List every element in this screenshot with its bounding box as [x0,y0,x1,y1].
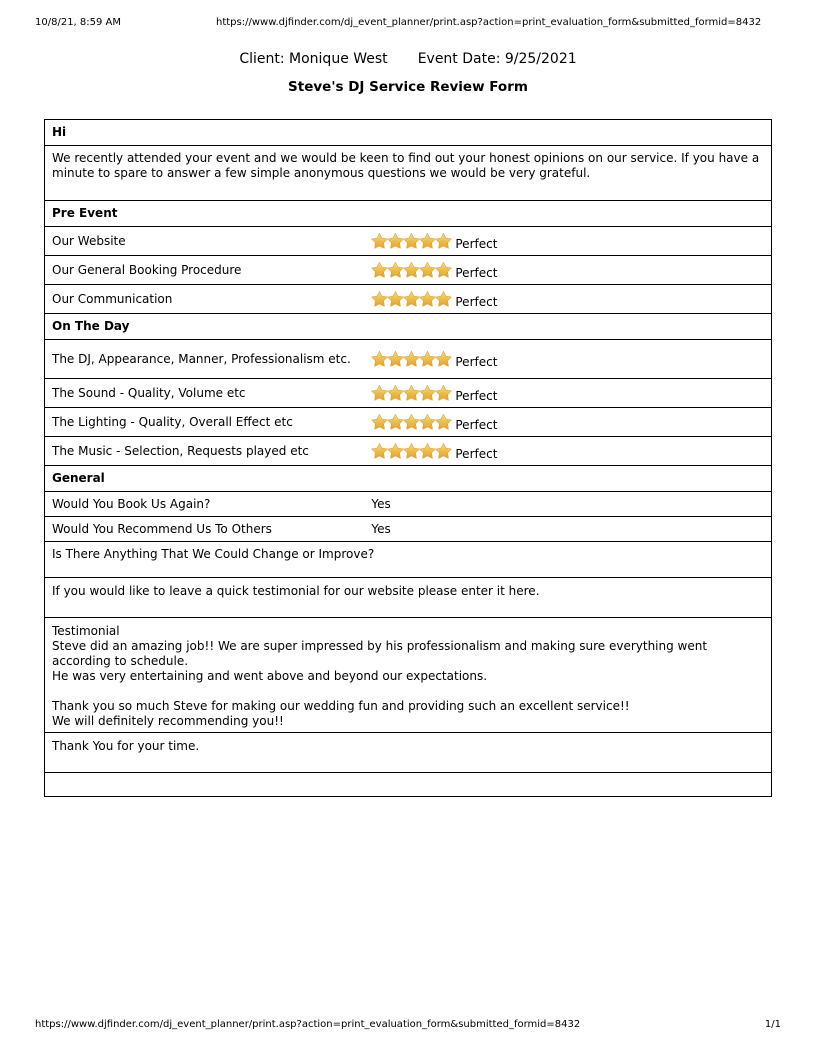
star-icon [371,443,388,459]
section-label: Pre Event [45,201,772,227]
star-icon [371,233,388,249]
star-icon [387,351,404,367]
star-icon [403,414,420,430]
question-row-book-again [45,492,772,517]
rating-row-dj [45,340,772,379]
star-icon [371,351,388,367]
empty-row [45,773,772,797]
section-row-on-the-day [45,314,772,340]
star-icon [371,291,388,307]
rating-row-music [45,437,772,466]
star-icon [419,443,436,459]
star-icons [371,414,451,430]
star-rating [371,233,764,249]
print-footer-url: https://www.djfinder.com/dj_event_planner/print.asp?action=print_evaluation_form&submitted_formid=8432 [35,1019,581,1030]
star-icon [419,385,436,401]
print-header-datetime: 10/8/21, 8:59 AM [35,17,122,28]
star-icon [419,291,436,307]
star-icon [387,262,404,278]
testimonial-line: We will definitely recommending you!! [52,714,284,728]
star-icons [371,443,451,459]
star-rating [371,385,764,401]
star-icon [387,414,404,430]
star-icon [419,233,436,249]
star-icon [403,443,420,459]
star-icon [387,385,404,401]
improve-question: Is There Anything That We Could Change or Improve? [45,542,772,578]
star-icon [371,262,388,278]
rating-label: Our General Booking Procedure [45,256,365,285]
star-rating [371,262,764,278]
rating-label: The Music - Selection, Requests played etc [45,437,365,466]
section-label: Hi [52,125,67,139]
rating-value: Perfect [455,388,498,403]
rating-value: Perfect [455,417,498,432]
star-icon [371,414,388,430]
rating-value: Perfect [455,265,498,280]
rating-label: Our Website [45,227,365,256]
page-title: Steve's DJ Service Review Form [288,79,528,95]
rating-row-sound [45,379,772,408]
rating-cell [364,437,771,466]
rating-cell [364,227,771,256]
rating-cell [364,408,771,437]
testimonial-cell [45,618,772,733]
rating-value: Perfect [455,446,498,461]
star-icons [371,262,451,278]
rating-value: Perfect [455,236,498,251]
testimonial-line: Steve did an amazing job!! We are super impressed by his professionalism and making sure everything went according to schedule. [52,639,708,668]
star-icons [371,233,451,249]
star-rating [371,351,764,367]
star-icon [387,233,404,249]
intro-row [45,146,772,201]
section-label: General [45,466,772,492]
testimonial-line: Testimonial [52,624,120,638]
thank-you-text: Thank You for your time. [45,733,772,773]
rating-row-website [45,227,772,256]
rating-label: Our Communication [45,285,365,314]
question-label: Would You Recommend Us To Others [45,517,365,542]
rating-label: The DJ, Appearance, Manner, Professionalism etc. [45,340,365,379]
testimonial-prompt: If you would like to leave a quick testimonial for our website please enter it here. [45,578,772,618]
rating-row-communication [45,285,772,314]
star-icon [403,262,420,278]
question-answer: Yes [364,517,771,542]
star-icons [371,351,451,367]
empty-cell [45,773,772,797]
testimonial-row [45,618,772,733]
star-icons [371,385,451,401]
rating-value: Perfect [455,354,498,369]
star-icon [435,291,452,307]
client-event-line [0,51,816,67]
testimonial-blank-line [52,684,764,699]
rating-cell [364,256,771,285]
print-header-url: https://www.djfinder.com/dj_event_planner/print.asp?action=print_evaluation_form&submitted_formid=8432 [216,17,762,28]
star-icon [435,385,452,401]
section-label: On The Day [45,314,772,340]
rating-row-booking [45,256,772,285]
rating-label: The Lighting - Quality, Overall Effect etc [45,408,365,437]
star-rating [371,443,764,459]
star-icon [403,233,420,249]
star-icon [419,351,436,367]
event-date-label: Event Date: 9/25/2021 [417,51,577,67]
star-icon [419,414,436,430]
star-icon [387,291,404,307]
question-answer: Yes [364,492,771,517]
thank-you-row [45,733,772,773]
rating-label: The Sound - Quality, Volume etc [45,379,365,408]
improve-row [45,542,772,578]
question-row-recommend [45,517,772,542]
rating-cell [364,285,771,314]
rating-cell [364,379,771,408]
intro-text: We recently attended your event and we would be keen to find out your honest opinions on our service. If you have a minute to spare to answer a few simple anonymous questions we would be very grateful. [45,146,772,201]
question-label: Would You Book Us Again? [45,492,365,517]
testimonial-line: He was very entertaining and went above and beyond our expectations. [52,669,488,683]
star-icon [435,351,452,367]
testimonial-line: Thank you so much Steve for making our wedding fun and providing such an excellent service!! [52,699,630,713]
print-footer-page-number: 1/1 [764,1019,781,1030]
star-icon [403,291,420,307]
star-icon [371,385,388,401]
client-label: Client: Monique West [239,51,388,67]
star-icon [419,262,436,278]
rating-cell [364,340,771,379]
testimonial-prompt-row [45,578,772,618]
section-row-general [45,466,772,492]
star-icon [435,443,452,459]
star-icon [387,443,404,459]
rating-value: Perfect [455,294,498,309]
review-form-table [44,119,772,797]
rating-row-lighting [45,408,772,437]
star-icon [435,262,452,278]
section-row-hi [45,120,772,146]
section-row-pre-event [45,201,772,227]
star-icon [435,414,452,430]
star-icon [403,385,420,401]
star-rating [371,414,764,430]
star-icon [435,233,452,249]
star-icons [371,291,451,307]
star-icon [403,351,420,367]
star-rating [371,291,764,307]
